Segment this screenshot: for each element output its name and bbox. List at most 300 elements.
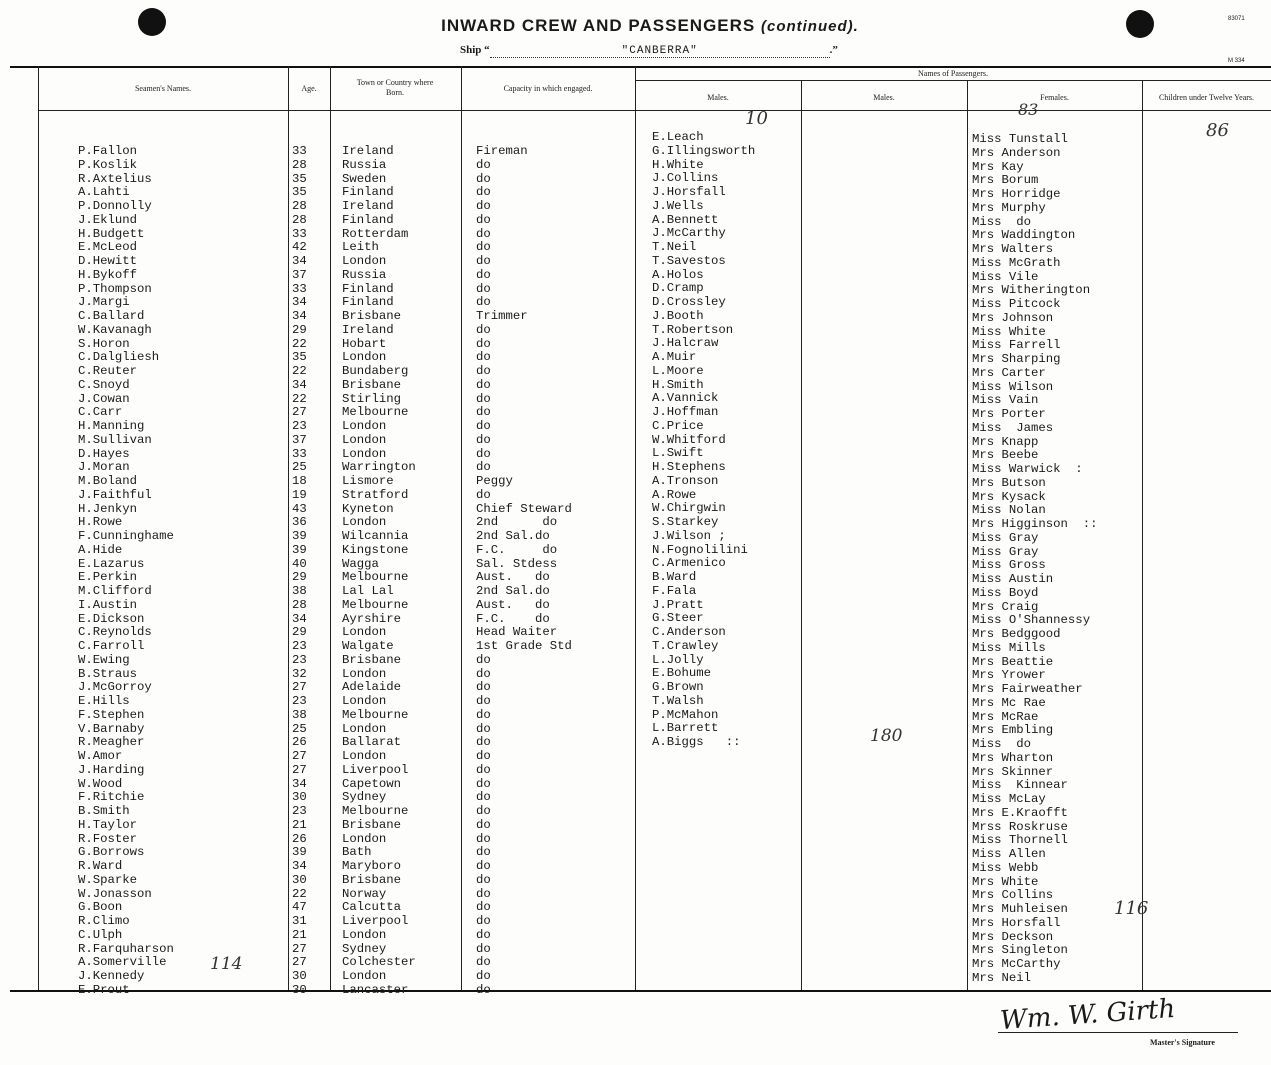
crew-age: 43 bbox=[292, 501, 307, 516]
male-passenger: J.Horsfall bbox=[652, 185, 726, 199]
crew-name: C.Carr bbox=[78, 405, 123, 420]
female-passenger: Mrs Carter bbox=[972, 365, 1046, 380]
female-passenger: Mrs Butson bbox=[972, 475, 1046, 490]
crew-birthplace: Kingstone bbox=[342, 542, 409, 557]
crew-age: 21 bbox=[292, 927, 307, 942]
male-passenger: A.Muir bbox=[652, 350, 697, 364]
crew-name: A.Somerville bbox=[78, 955, 167, 970]
crew-capacity: 2nd Sal.do bbox=[476, 529, 550, 543]
crew-age: 34 bbox=[292, 295, 307, 310]
female-passenger: Mrs Collins bbox=[972, 888, 1054, 903]
male-passenger: L.Jolly bbox=[652, 652, 704, 667]
crew-name: V.Barnaby bbox=[78, 721, 145, 736]
crew-name: W.Sparke bbox=[78, 872, 138, 887]
crew-birthplace: London bbox=[342, 254, 387, 268]
crew-capacity: Head Waiter bbox=[476, 625, 558, 640]
crew-capacity: do bbox=[476, 432, 491, 447]
crew-name: E.Lazarus bbox=[78, 556, 145, 571]
crew-birthplace: Brisbane bbox=[342, 652, 402, 667]
male-passenger: L.Swift bbox=[652, 446, 704, 461]
crew-birthplace: Stratford bbox=[342, 487, 409, 502]
crew-birthplace: Ayrshire bbox=[342, 611, 402, 626]
female-passenger: Mrs Higginson :: bbox=[972, 517, 1098, 531]
header-males-2: Males. bbox=[873, 93, 895, 102]
crew-age: 30 bbox=[292, 982, 307, 997]
crew-age: 25 bbox=[292, 721, 307, 736]
crew-name: M.Clifford bbox=[78, 584, 152, 598]
crew-age: 23 bbox=[292, 639, 307, 653]
male-passenger: J.Wilson ; bbox=[652, 528, 726, 543]
crew-name: H.Jenkyn bbox=[78, 501, 138, 516]
female-passenger: Miss Gray bbox=[972, 544, 1039, 559]
crew-name: J.Faithful bbox=[78, 487, 152, 502]
crew-name: E.McLeod bbox=[78, 240, 138, 255]
crew-capacity: do bbox=[476, 212, 491, 227]
females-count-annotation: 83 bbox=[1018, 100, 1039, 119]
crew-age: 28 bbox=[292, 212, 307, 227]
crew-name: J.McGorroy bbox=[78, 680, 152, 695]
female-passenger: Mrs Horsfall bbox=[972, 915, 1061, 930]
female-passenger: Miss James bbox=[972, 420, 1054, 435]
female-passenger: Miss Tunstall bbox=[972, 132, 1068, 146]
crew-birthplace: London bbox=[342, 749, 387, 763]
crew-capacity: Chief Steward bbox=[476, 501, 572, 516]
crew-birthplace: Kyneton bbox=[342, 501, 394, 516]
header-seamen-names: Seamen's Names. bbox=[134, 84, 192, 93]
male-passenger: G.Illingsworth bbox=[652, 143, 756, 158]
crew-birthplace: London bbox=[342, 666, 387, 681]
crew-capacity: do bbox=[476, 804, 491, 818]
crew-age: 27 bbox=[292, 405, 307, 420]
crew-age: 35 bbox=[292, 171, 307, 186]
male-passenger: C.Armenico bbox=[652, 556, 726, 571]
crew-capacity: do bbox=[476, 254, 491, 268]
crew-capacity: do bbox=[476, 364, 491, 378]
crew-capacity: Fireman bbox=[476, 144, 528, 158]
crew-birthplace: Leith bbox=[342, 240, 379, 255]
header-children: Children under Twelve Years. bbox=[1158, 93, 1255, 102]
title-suffix: (continued). bbox=[760, 18, 859, 35]
crew-name: H.Budgett bbox=[78, 226, 145, 241]
female-passenger: Mrs Singleton bbox=[972, 943, 1068, 958]
crew-name: R.Farquharson bbox=[78, 941, 174, 956]
female-passenger: Miss do bbox=[972, 737, 1032, 751]
title-main: INWARD CREW AND PASSENGERS bbox=[441, 16, 756, 35]
males-count-annotation: 10 bbox=[745, 108, 768, 129]
female-passenger: Miss McLay bbox=[972, 792, 1046, 806]
header-town-born: Town or Country where Born. bbox=[356, 78, 434, 97]
female-passenger: Mrs Horridge bbox=[972, 187, 1061, 201]
crew-capacity: do bbox=[476, 226, 491, 241]
crew-name: G.Borrows bbox=[78, 845, 145, 860]
header-names-of-passengers: Names of Passengers. bbox=[918, 69, 988, 78]
crew-age: 35 bbox=[292, 350, 307, 365]
male-passenger: H.Smith bbox=[652, 377, 704, 392]
crew-birthplace: Walgate bbox=[342, 639, 394, 653]
crew-age: 32 bbox=[292, 666, 307, 681]
crew-capacity: do bbox=[476, 199, 491, 213]
crew-name: P.Thompson bbox=[78, 281, 152, 296]
female-passenger: Miss Pitcock bbox=[972, 297, 1061, 311]
crew-name: B.Smith bbox=[78, 804, 130, 818]
crew-capacity: do bbox=[476, 652, 491, 667]
male-passenger: T.Neil bbox=[652, 240, 697, 254]
crew-birthplace: Wilcannia bbox=[342, 529, 409, 543]
crew-age: 34 bbox=[292, 309, 307, 323]
male-passenger: F.Fala bbox=[652, 583, 697, 598]
crew-birthplace: Melbourne bbox=[342, 405, 409, 420]
crew-capacity: do bbox=[476, 872, 491, 887]
crew-birthplace: Ireland bbox=[342, 144, 394, 158]
male-passenger: A.Rowe bbox=[652, 487, 697, 502]
page-title bbox=[300, 16, 1000, 36]
crew-birthplace: Rotterdam bbox=[342, 226, 409, 241]
crew-capacity: do bbox=[476, 171, 491, 186]
crew-birthplace: Bundaberg bbox=[342, 364, 409, 378]
crew-age: 22 bbox=[292, 391, 307, 406]
crew-capacity: do bbox=[476, 405, 491, 420]
crew-age: 33 bbox=[292, 281, 307, 296]
crew-age: 40 bbox=[292, 556, 307, 571]
crew-capacity: Peggy bbox=[476, 474, 513, 488]
crew-birthplace: Ireland bbox=[342, 322, 394, 337]
crew-age: 23 bbox=[292, 652, 307, 667]
crew-age: 35 bbox=[292, 185, 307, 200]
crew-capacity: do bbox=[476, 350, 491, 365]
crew-birthplace: London bbox=[342, 694, 387, 708]
header-age: Age. bbox=[301, 84, 317, 93]
crew-capacity: do bbox=[476, 157, 491, 172]
crew-age: 27 bbox=[292, 749, 307, 763]
crew-name: A.Lahti bbox=[78, 185, 130, 200]
crew-capacity: do bbox=[476, 295, 491, 310]
crew-name: R.Foster bbox=[78, 831, 138, 846]
crew-name: I.Austin bbox=[78, 597, 138, 612]
male-passenger: W.Chirgwin bbox=[652, 501, 726, 516]
crew-birthplace: London bbox=[342, 419, 387, 433]
crew-birthplace: Capetown bbox=[342, 776, 402, 791]
male-passenger: A.Tronson bbox=[652, 473, 719, 488]
female-passenger: Mrs White bbox=[972, 874, 1039, 889]
female-passenger: Mrs Waddington bbox=[972, 228, 1076, 243]
crew-birthplace: Lal Lal bbox=[342, 584, 394, 598]
crew-capacity: do bbox=[476, 460, 491, 475]
female-passenger: Mrs Bedggood bbox=[972, 627, 1061, 641]
crew-capacity: do bbox=[476, 886, 491, 901]
female-passenger: Mrs Yrower bbox=[972, 668, 1046, 683]
crew-ages-column bbox=[292, 145, 307, 998]
crew-name: F.Stephen bbox=[78, 707, 145, 722]
crew-name: C.Reuter bbox=[78, 364, 138, 378]
crew-capacity: do bbox=[476, 185, 491, 200]
crew-capacity: Trimmer bbox=[476, 309, 528, 323]
female-passenger: Mrs Craig bbox=[972, 599, 1039, 614]
female-passenger: Miss Webb bbox=[972, 860, 1039, 875]
crew-age: 36 bbox=[292, 515, 307, 530]
female-passenger: Mrs McCarthy bbox=[972, 957, 1061, 971]
crew-name: M.Boland bbox=[78, 474, 138, 488]
crew-birthplace: Wagga bbox=[342, 556, 379, 571]
female-passenger: Mrs Neil bbox=[972, 970, 1032, 985]
female-total-annotation: 116 bbox=[1114, 898, 1149, 919]
crew-birthplace: Russia bbox=[342, 157, 387, 172]
crew-age: 25 bbox=[292, 460, 307, 475]
crew-birthplace: Finland bbox=[342, 295, 394, 310]
female-passenger: Miss Allen bbox=[972, 847, 1046, 861]
crew-capacity: do bbox=[476, 955, 491, 970]
crew-capacity: do bbox=[476, 322, 491, 337]
female-passenger: Mrs Embling bbox=[972, 723, 1054, 738]
punch-hole-left bbox=[138, 8, 166, 36]
female-passenger: Miss O'Shannessy bbox=[972, 613, 1091, 628]
crew-birthplace: Hobart bbox=[342, 336, 387, 351]
crew-capacity: do bbox=[476, 982, 491, 997]
crew-age: 38 bbox=[292, 707, 307, 722]
male-passenger: L.Moore bbox=[652, 363, 704, 378]
crew-name: D.Hayes bbox=[78, 446, 130, 461]
crew-passenger-table bbox=[10, 66, 1271, 997]
male-passenger: T.Walsh bbox=[652, 693, 704, 708]
crew-capacity: do bbox=[476, 721, 491, 736]
crew-capacity: do bbox=[476, 680, 491, 695]
female-passenger: Mrs Muhleisen bbox=[972, 902, 1068, 916]
female-passenger: Miss Austin bbox=[972, 572, 1054, 586]
crew-birthplace: Ballarat bbox=[342, 735, 402, 750]
crew-total-annotation: 114 bbox=[210, 954, 243, 974]
crew-name: J.Harding bbox=[78, 762, 145, 777]
crew-birthplace: Liverpool bbox=[342, 762, 409, 777]
crew-age: 34 bbox=[292, 859, 307, 873]
male-passenger: D.Crossley bbox=[652, 295, 726, 309]
crew-capacity: do bbox=[476, 749, 491, 763]
female-passenger: Miss Nolan bbox=[972, 503, 1046, 518]
female-passenger: Mrs Deckson bbox=[972, 929, 1054, 944]
crew-birthplace: Liverpool bbox=[342, 914, 409, 928]
crew-capacity: do bbox=[476, 707, 491, 722]
crew-birthplace-column bbox=[342, 145, 416, 998]
crew-birthplace: London bbox=[342, 927, 387, 942]
crew-name: J.Cowan bbox=[78, 391, 130, 406]
female-passenger: Miss White bbox=[972, 324, 1046, 339]
male-passenger: J.Halcraw bbox=[652, 336, 719, 351]
crew-birthplace: Melbourne bbox=[342, 804, 409, 818]
crew-age: 34 bbox=[292, 611, 307, 626]
crew-age: 39 bbox=[292, 542, 307, 557]
crew-age: 22 bbox=[292, 886, 307, 901]
female-passenger: Miss Warwick : bbox=[972, 462, 1083, 476]
crew-age: 28 bbox=[292, 199, 307, 213]
crew-name: C.Ulph bbox=[78, 927, 123, 942]
crew-birthplace: London bbox=[342, 831, 387, 846]
female-passenger: Mrs Witherington bbox=[972, 283, 1091, 298]
crew-age: 27 bbox=[292, 955, 307, 970]
crew-capacity: do bbox=[476, 817, 491, 832]
female-passenger: Mrs E.Kraofft bbox=[972, 805, 1068, 820]
ship-name: "CANBERRA" bbox=[490, 45, 830, 58]
punch-hole-right bbox=[1126, 10, 1154, 38]
crew-birthplace: Warrington bbox=[342, 460, 416, 475]
male-passenger: C.Price bbox=[652, 418, 704, 433]
crew-age: 34 bbox=[292, 254, 307, 268]
form-code: 83071 bbox=[1228, 16, 1245, 22]
crew-birthplace: Ireland bbox=[342, 199, 394, 213]
male-passenger: G.Brown bbox=[652, 680, 704, 694]
crew-age: 29 bbox=[292, 570, 307, 585]
female-passenger: Miss do bbox=[972, 214, 1032, 229]
crew-capacity: do bbox=[476, 391, 491, 406]
crew-name: F.Ritchie bbox=[78, 790, 145, 805]
crew-age: 23 bbox=[292, 419, 307, 433]
crew-name: C.Snoyd bbox=[78, 377, 130, 392]
female-passenger: Mrs Skinner bbox=[972, 764, 1054, 779]
form-small: M 334 bbox=[1228, 58, 1245, 64]
crew-birthplace: London bbox=[342, 969, 387, 983]
ship-label: Ship bbox=[460, 44, 482, 56]
female-passenger: Mrs Kay bbox=[972, 159, 1024, 174]
crew-capacity: do bbox=[476, 419, 491, 433]
crew-age: 28 bbox=[292, 597, 307, 612]
crew-age: 30 bbox=[292, 969, 307, 983]
crew-age: 34 bbox=[292, 377, 307, 392]
crew-capacity: do bbox=[476, 336, 491, 351]
crew-capacity: do bbox=[476, 969, 491, 983]
crew-age: 23 bbox=[292, 804, 307, 818]
female-passenger: Miss Wilson bbox=[972, 379, 1054, 394]
crew-name: H.Taylor bbox=[78, 817, 138, 832]
crew-name: G.Boon bbox=[78, 900, 123, 915]
crew-name: J.Kennedy bbox=[78, 969, 145, 983]
crew-age: 18 bbox=[292, 474, 307, 488]
male-passenger: A.Biggs :: bbox=[652, 735, 741, 749]
crew-capacity: F.C. do bbox=[476, 542, 558, 557]
crew-birthplace: Lancaster bbox=[342, 982, 409, 997]
crew-age: 38 bbox=[292, 584, 307, 598]
crew-capacity: do bbox=[476, 377, 491, 392]
crew-name: W.Kavanagh bbox=[78, 322, 152, 337]
crew-age: 33 bbox=[292, 144, 307, 158]
male-passenger: J.Collins bbox=[652, 171, 719, 186]
header-males-1: Males. bbox=[707, 93, 729, 102]
crew-birthplace: Finland bbox=[342, 185, 394, 200]
crew-birthplace: London bbox=[342, 515, 387, 530]
crew-name: J.Margi bbox=[78, 295, 130, 310]
crew-birthplace: London bbox=[342, 432, 387, 447]
crew-capacity: 2nd Sal.do bbox=[476, 584, 550, 598]
female-passenger: Mrs Sharping bbox=[972, 352, 1061, 366]
crew-age: 31 bbox=[292, 914, 307, 928]
crew-name: H.Bykoff bbox=[78, 267, 138, 282]
female-passenger: Mrs Kysack bbox=[972, 489, 1046, 504]
crew-capacity: do bbox=[476, 831, 491, 846]
crew-age: 39 bbox=[292, 845, 307, 860]
male-passenger: S.Starkey bbox=[652, 515, 719, 529]
male-passenger: P.McMahon bbox=[652, 707, 719, 722]
ship-line: Ship “ "CANBERRA" .” bbox=[460, 44, 838, 57]
female-passengers-column bbox=[972, 133, 1097, 986]
female-passenger: Miss Farrell bbox=[972, 338, 1061, 353]
crew-names-column bbox=[78, 145, 174, 998]
crew-capacity: do bbox=[476, 845, 491, 860]
crew-capacity: do bbox=[476, 941, 491, 956]
crew-capacity: do bbox=[476, 487, 491, 502]
male-passenger: D.Cramp bbox=[652, 281, 704, 296]
crew-birthplace: Brisbane bbox=[342, 309, 402, 323]
crew-birthplace: Bath bbox=[342, 845, 372, 860]
crew-name: R.Climo bbox=[78, 914, 130, 928]
header-females: Females. bbox=[1040, 93, 1069, 102]
crew-age: 21 bbox=[292, 817, 307, 832]
crew-capacity: do bbox=[476, 267, 491, 282]
crew-name: B.Straus bbox=[78, 666, 138, 681]
crew-name: M.Sullivan bbox=[78, 432, 152, 447]
crew-birthplace: Russia bbox=[342, 267, 387, 282]
crew-name: C.Farroll bbox=[78, 639, 145, 653]
crew-name: R.Meagher bbox=[78, 735, 145, 750]
male-passenger: A.Vannick bbox=[652, 391, 719, 406]
crew-age: 26 bbox=[292, 735, 307, 750]
crew-age: 30 bbox=[292, 872, 307, 887]
crew-birthplace: Melbourne bbox=[342, 707, 409, 722]
master-signature-label: Master's Signature bbox=[1150, 1038, 1215, 1047]
female-passenger: Miss Vile bbox=[972, 269, 1039, 284]
crew-age: 39 bbox=[292, 529, 307, 543]
crew-birthplace: London bbox=[342, 446, 387, 461]
female-passenger: Mrss Roskruse bbox=[972, 819, 1068, 834]
crew-capacity: do bbox=[476, 927, 491, 942]
crew-name: A.Hide bbox=[78, 542, 123, 557]
male-passenger: J.Hoffman bbox=[652, 405, 719, 419]
header-capacity: Capacity in which engaged. bbox=[503, 84, 593, 93]
male-passenger: B.Ward bbox=[652, 570, 697, 584]
crew-birthplace: Stirling bbox=[342, 391, 402, 406]
crew-capacity: do bbox=[476, 900, 491, 915]
crew-birthplace: Lismore bbox=[342, 474, 394, 488]
female-passenger: Mrs Knapp bbox=[972, 434, 1039, 449]
crew-birthplace: Norway bbox=[342, 886, 387, 901]
crew-name: J.Eklund bbox=[78, 212, 138, 227]
crew-age: 19 bbox=[292, 487, 307, 502]
crew-birthplace: Sydney bbox=[342, 790, 387, 805]
male-passenger: T.Robertson bbox=[652, 322, 734, 337]
crew-age: 29 bbox=[292, 625, 307, 640]
crew-birthplace: Calcutta bbox=[342, 900, 402, 915]
crew-age: 34 bbox=[292, 776, 307, 791]
crew-age: 28 bbox=[292, 157, 307, 172]
crew-capacity: do bbox=[476, 859, 491, 873]
male-passenger: J.Booth bbox=[652, 308, 704, 323]
crew-capacity: Aust. do bbox=[476, 597, 550, 612]
male-passenger: T.Crawley bbox=[652, 638, 719, 653]
crew-birthplace: London bbox=[342, 625, 387, 640]
crew-birthplace: Brisbane bbox=[342, 872, 402, 887]
female-passenger: Mrs Beattie bbox=[972, 654, 1054, 669]
crew-birthplace: Sydney bbox=[342, 941, 387, 956]
male-passenger: J.McCarthy bbox=[652, 226, 726, 241]
crew-capacity: do bbox=[476, 281, 491, 296]
male-passenger: L.Barrett bbox=[652, 721, 719, 736]
crew-age: 42 bbox=[292, 240, 307, 255]
crew-capacity: do bbox=[476, 240, 491, 255]
crew-name: C.Reynolds bbox=[78, 625, 152, 640]
female-passenger: Mrs Murphy bbox=[972, 200, 1046, 215]
female-passenger: Miss McGrath bbox=[972, 255, 1061, 270]
crew-name: H.Manning bbox=[78, 419, 145, 433]
crew-name: H.Rowe bbox=[78, 515, 123, 530]
male-passenger: W.Whitford bbox=[652, 432, 726, 447]
female-passenger: Miss Gross bbox=[972, 558, 1046, 573]
crew-birthplace: Adelaide bbox=[342, 680, 402, 695]
crew-birthplace: Brisbane bbox=[342, 377, 402, 392]
